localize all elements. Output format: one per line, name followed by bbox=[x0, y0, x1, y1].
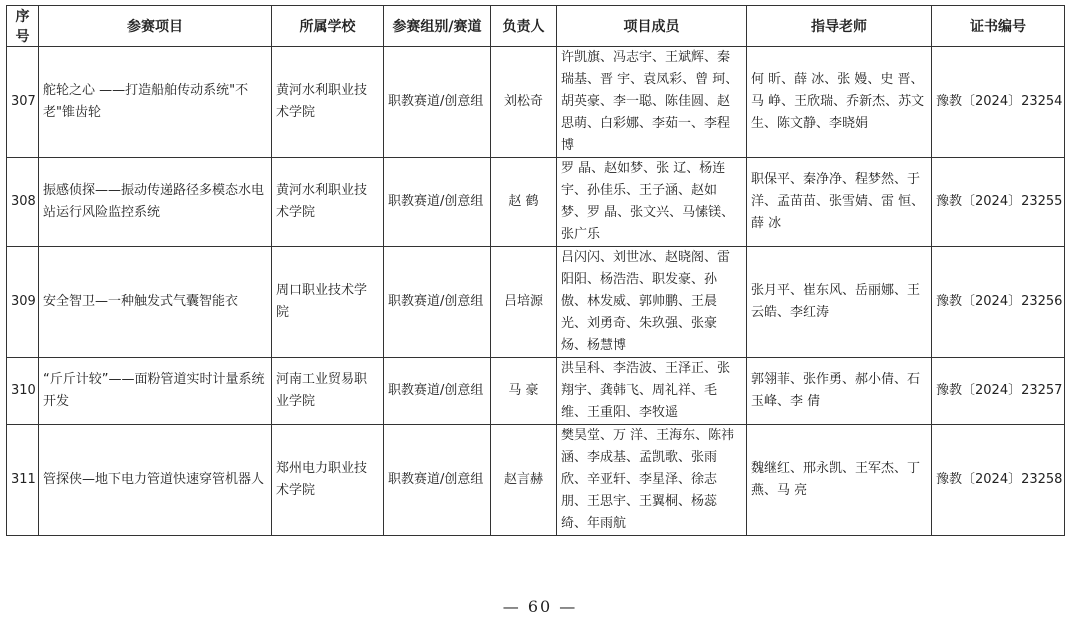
project-name: 振感侦探——振动传递路径多模态水电站运行风险监控系统 bbox=[39, 158, 272, 247]
school-name: 河南工业贸易职业学院 bbox=[272, 358, 384, 425]
header-project: 参赛项目 bbox=[39, 6, 272, 47]
certificate-number: 豫教〔2024〕23255 bbox=[932, 158, 1065, 247]
school-name: 黄河水利职业技术学院 bbox=[272, 158, 384, 247]
advisors: 魏继红、邢永凯、王军杰、丁 燕、马 亮 bbox=[747, 425, 932, 536]
leader-name: 马 豪 bbox=[491, 358, 557, 425]
award-table bbox=[6, 5, 1065, 536]
advisors: 何 昕、薛 冰、张 嫚、史 晋、马 峥、王欣瑞、乔新杰、苏文生、陈文静、李晓娟 bbox=[747, 47, 932, 158]
row-number: 307 bbox=[7, 47, 39, 158]
page-number: — 60 — bbox=[502, 597, 578, 616]
header-cert: 证书编号 bbox=[932, 6, 1065, 47]
advisors: 职保平、秦净净、程梦然、于 洋、孟苗苗、张雪婧、雷 恒、薛 冰 bbox=[747, 158, 932, 247]
leader-name: 赵言赫 bbox=[491, 425, 557, 536]
leader-name: 吕培源 bbox=[491, 247, 557, 358]
header-advisors: 指导老师 bbox=[747, 6, 932, 47]
project-name: 舵轮之心 ——打造船舶传动系统"不老"锥齿轮 bbox=[39, 47, 272, 158]
table-row bbox=[7, 425, 1065, 536]
header-track: 参赛组别/赛道 bbox=[384, 6, 491, 47]
header-members: 项目成员 bbox=[557, 6, 747, 47]
team-members: 罗 晶、赵如梦、张 辽、杨连宇、孙佳乐、王子涵、赵如梦、罗 晶、张文兴、马愫镁、张广乐 bbox=[557, 158, 747, 247]
team-members: 吕闪闪、刘世冰、赵晓阁、雷阳阳、杨浩浩、职发豪、孙 傲、林发威、郭帅鹏、王晨光、刘勇奇、朱玖强、张豪炀、杨慧博 bbox=[557, 247, 747, 358]
track-name: 职教赛道/创意组 bbox=[384, 247, 491, 358]
team-members: 洪呈科、李浩波、王泽正、张翔宇、龚韩飞、周礼祥、毛 维、王重阳、李牧遥 bbox=[557, 358, 747, 425]
advisors: 张月平、崔东风、岳丽娜、王云皓、李红涛 bbox=[747, 247, 932, 358]
project-name: 管探侠—地下电力管道快速穿管机器人 bbox=[39, 425, 272, 536]
table-row bbox=[7, 358, 1065, 425]
project-name: 安全智卫—一种触发式气囊智能衣 bbox=[39, 247, 272, 358]
leader-name: 赵 鹤 bbox=[491, 158, 557, 247]
certificate-number: 豫教〔2024〕23258 bbox=[932, 425, 1065, 536]
advisors: 郭翎菲、张作勇、郝小倩、石玉峰、李 倩 bbox=[747, 358, 932, 425]
header-row bbox=[7, 6, 1065, 47]
school-name: 郑州电力职业技术学院 bbox=[272, 425, 384, 536]
track-name: 职教赛道/创意组 bbox=[384, 47, 491, 158]
table-row bbox=[7, 247, 1065, 358]
project-name: “斤斤计较”——面粉管道实时计量系统开发 bbox=[39, 358, 272, 425]
school-name: 周口职业技术学院 bbox=[272, 247, 384, 358]
header-leader: 负责人 bbox=[491, 6, 557, 47]
row-number: 309 bbox=[7, 247, 39, 358]
row-number: 311 bbox=[7, 425, 39, 536]
team-members: 樊昊堂、万 洋、王海东、陈祎涵、李成基、孟凯歌、张雨欣、辛亚轩、李星泽、徐志朋、王思宇、王翼桐、杨蕊绮、年雨航 bbox=[557, 425, 747, 536]
row-number: 310 bbox=[7, 358, 39, 425]
table-row bbox=[7, 158, 1065, 247]
leader-name: 刘松奇 bbox=[491, 47, 557, 158]
header-no: 序号 bbox=[7, 6, 39, 47]
certificate-number: 豫教〔2024〕23256 bbox=[932, 247, 1065, 358]
header-school: 所属学校 bbox=[272, 6, 384, 47]
row-number: 308 bbox=[7, 158, 39, 247]
certificate-number: 豫教〔2024〕23254 bbox=[932, 47, 1065, 158]
school-name: 黄河水利职业技术学院 bbox=[272, 47, 384, 158]
track-name: 职教赛道/创意组 bbox=[384, 425, 491, 536]
track-name: 职教赛道/创意组 bbox=[384, 158, 491, 247]
track-name: 职教赛道/创意组 bbox=[384, 358, 491, 425]
certificate-number: 豫教〔2024〕23257 bbox=[932, 358, 1065, 425]
team-members: 许凯旗、冯志宇、王斌辉、秦瑞基、晋 宇、袁凤彩、曾 珂、胡英豪、李一聪、陈佳圆、赵思萌、白彩娜、李茹一、李程博 bbox=[557, 47, 747, 158]
table-row bbox=[7, 47, 1065, 158]
